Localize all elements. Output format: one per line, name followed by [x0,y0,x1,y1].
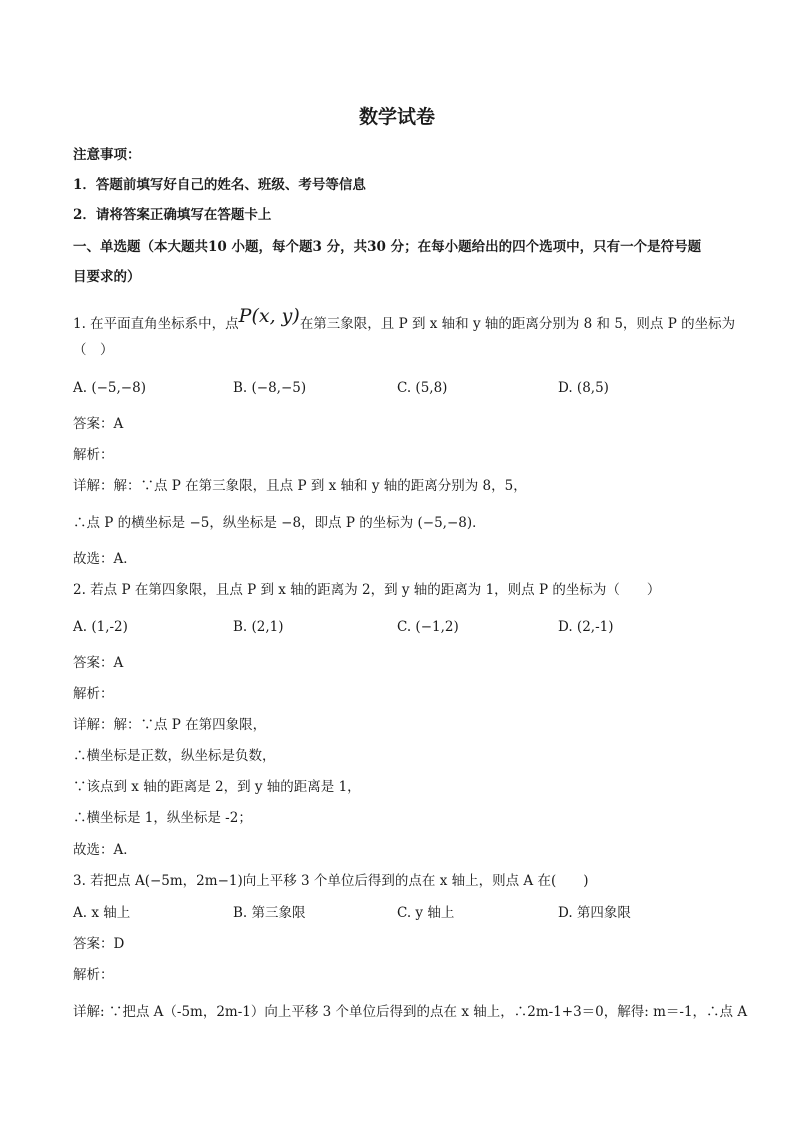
q2-choose: 故选：A． [73,842,137,858]
q2-answer: 答案：A [73,655,124,671]
q1-detail-1: 详解：解：∵点 P 在第三象限，且点 P 到 x 轴和 y 轴的距离分别为 8，5， [73,478,527,494]
q1-stem [73,305,736,333]
q2-option-c: C. (−1,2) [397,619,459,635]
section-heading-line-1: 一、单选题（本大题共10 小题，每个题3 分，共30 分；在每小题给出的四个选项中，只有一个是符号题 [73,239,702,255]
q3-option-c: C. y 轴上 [397,905,455,921]
q1-stem-b: 在第三象限，且 P 到 x 轴和 y 轴的距离分别为 8 和 5，则点 P 的坐标为 [299,316,736,332]
q3-answer: 答案：D [73,936,125,952]
q3-option-a: A. x 轴上 [73,905,131,921]
notes-item-1: 1．答题前填写好自己的姓名、班级、考号等信息 [73,177,366,193]
q3-option-d: D. 第四象限 [558,905,631,921]
q1-detail-2: ∴点 P 的横坐标是 −5，纵坐标是 −8，即点 P 的坐标为 (−5,−8)． [73,515,486,531]
notes-item-2: 2．请将答案正确填写在答题卡上 [73,207,272,223]
q2-detail-3: ∵该点到 x 轴的距离是 2，到 y 轴的距离是 1， [73,779,361,795]
q1-point: P(x, y) [238,305,300,327]
q1-option-a: A. (−5,−8) [73,380,146,396]
q2-detail-4: ∴横坐标是 1，纵坐标是 -2； [73,810,252,826]
page-title: 数学试卷 [358,106,435,128]
q1-stem-cont: （ ） [73,342,114,358]
q3-analysis-label: 解析： [73,967,114,983]
notes-heading: 注意事项： [73,147,141,163]
q2-detail-2: ∴横坐标是正数，纵坐标是负数， [73,748,276,764]
q2-stem: 2. 若点 P 在第四象限，且点 P 到 x 轴的距离为 2，到 y 轴的距离为 1，则点 P 的坐标为（ ） [73,582,661,598]
q2-option-a: A. (1,-2) [73,619,128,635]
q1-option-b: B. (−8,−5) [233,380,307,396]
q2-option-b: B. (2,1) [233,619,284,635]
q1-option-d: D. (8,5) [558,380,609,396]
q1-stem-a: 1. 在平面直角坐标系中，点 [73,316,239,332]
q3-stem: 3. 若把点 A(−5m，2m−1)向上平移 3 个单位后得到的点在 x 轴上，则点 A 在( ) [73,873,589,889]
q1-answer: 答案：A [73,416,124,432]
q3-option-b: B. 第三象限 [233,905,306,921]
q2-option-d: D. (2,-1) [558,619,614,635]
q1-analysis-label: 解析： [73,447,114,463]
q1-choose: 故选：A． [73,551,137,567]
q2-analysis-label: 解析： [73,686,114,702]
q3-detail: 详解: ∵把点 A（-5m，2m-1）向上平移 3 个单位后得到的点在 x 轴上，∴2m-1+3＝0，解得: m＝-1，∴点 A [73,1004,748,1020]
q1-option-c: C. (5,8) [397,380,448,396]
q2-detail-1: 详解：解：∵点 P 在第四象限， [73,717,267,733]
section-heading-line-2: 目要求的） [73,269,141,285]
